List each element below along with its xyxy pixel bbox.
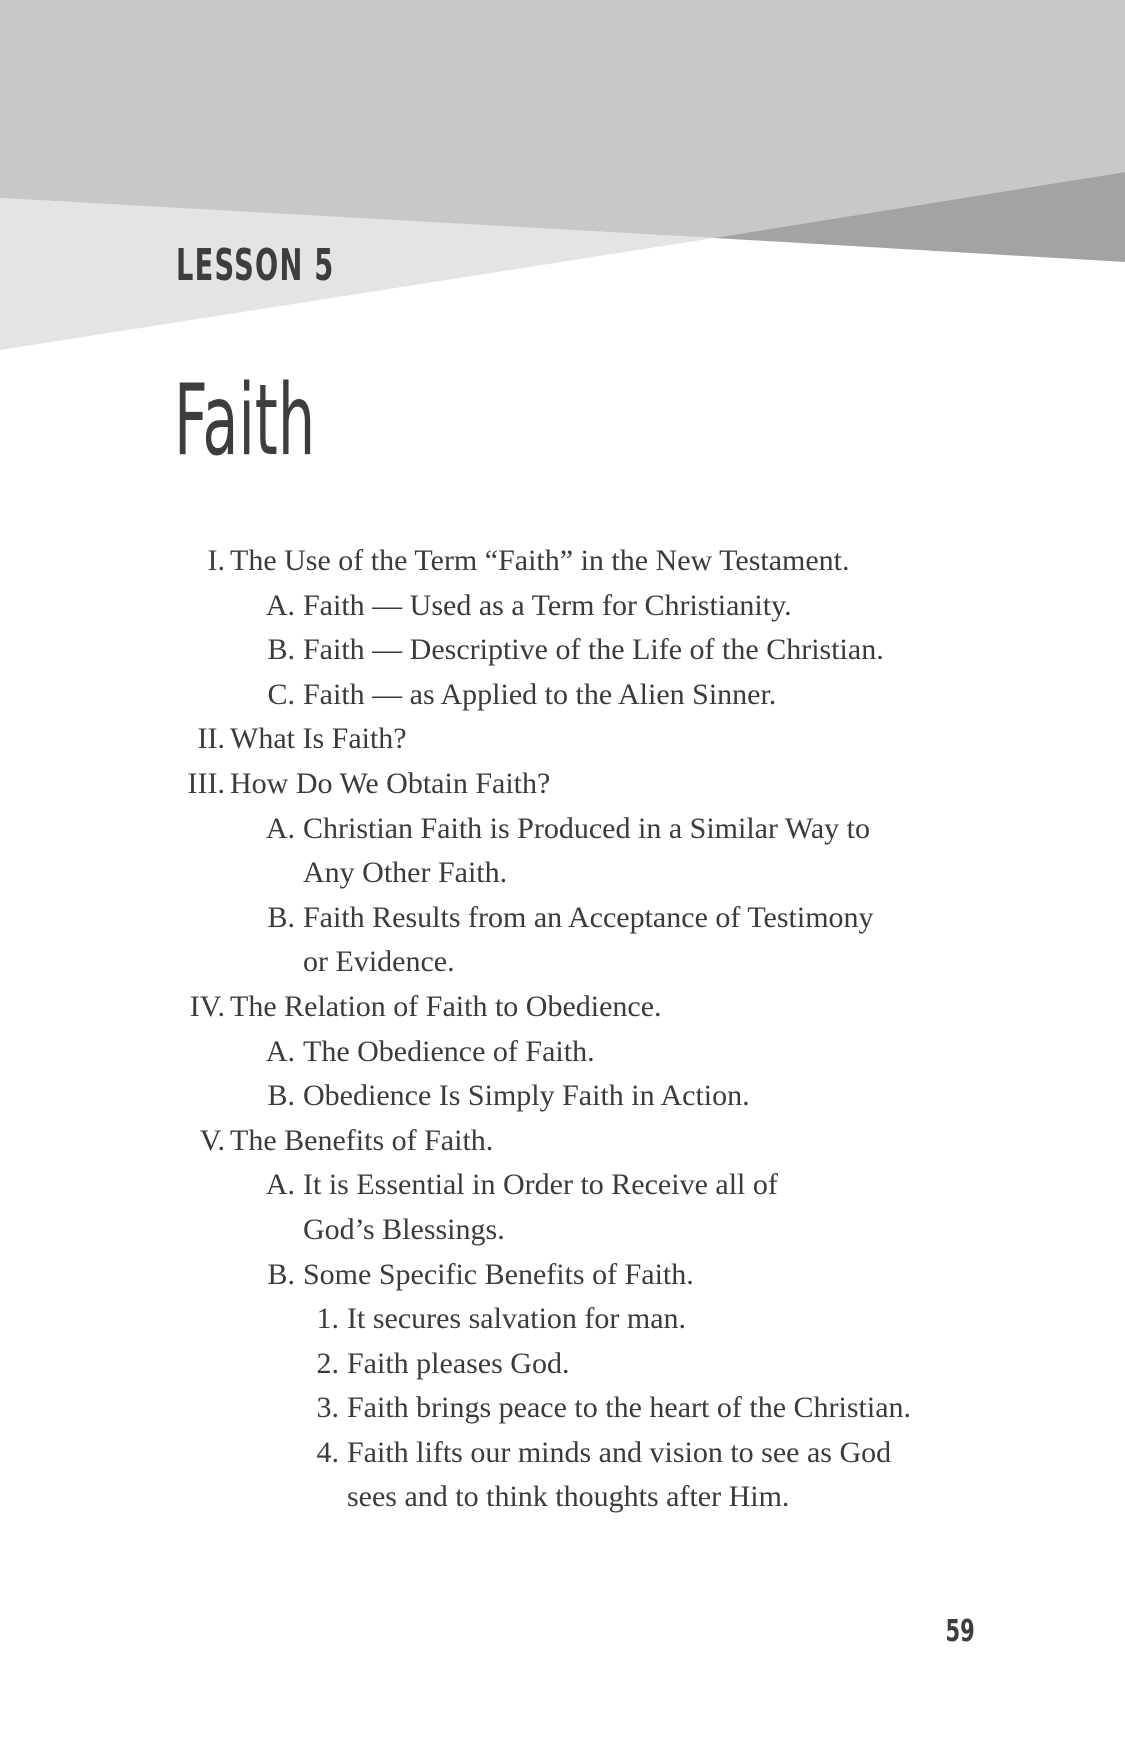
outline-text: Faith — Used as a Term for Christianity. (303, 588, 792, 622)
outline-item-1a (0, 584, 1125, 629)
outline-marker: B. (267, 900, 295, 934)
outline-section-2 (0, 717, 1125, 762)
outline-text: How Do We Obtain Faith? (230, 766, 551, 800)
outline-item-4a (0, 1030, 1125, 1075)
outline-item-5b-4-continued (0, 1475, 1125, 1520)
outline-text-continued: Any Other Faith. (303, 856, 508, 890)
outline-text: Obedience Is Simply Faith in Action. (303, 1079, 750, 1113)
page-title: Faith (174, 364, 316, 478)
outline-marker: 1. (316, 1302, 339, 1336)
outline-marker: IV. (189, 989, 225, 1023)
outline-text-continued: or Evidence. (303, 945, 455, 979)
outline-text: It secures salvation for man. (347, 1302, 687, 1336)
outline-text: Faith — Descriptive of the Life of the Christian. (303, 633, 884, 667)
outline-item-3b-continued (0, 940, 1125, 985)
outline-marker: 2. (316, 1346, 339, 1380)
outline-item-5b-2 (0, 1342, 1125, 1387)
outline-item-3a-continued (0, 851, 1125, 896)
outline-text: Faith — as Applied to the Alien Sinner. (303, 677, 777, 711)
outline-item-3b (0, 896, 1125, 941)
outline-section-4 (0, 985, 1125, 1030)
outline-marker: A. (265, 1168, 295, 1202)
outline-text-continued: sees and to think thoughts after Him. (347, 1480, 790, 1514)
outline-text-continued: God’s Blessings. (303, 1212, 505, 1246)
outline-marker: B. (267, 633, 295, 667)
outline-text: It is Essential in Order to Receive all of (303, 1168, 778, 1202)
outline-text: The Benefits of Faith. (230, 1123, 494, 1157)
header-banner (0, 0, 1125, 360)
outline-marker: B. (267, 1079, 295, 1113)
outline-marker: C. (267, 677, 295, 711)
lesson-outline (0, 539, 1125, 1520)
outline-item-1b (0, 628, 1125, 673)
outline-marker: III. (187, 766, 225, 800)
outline-marker: 3. (316, 1391, 339, 1425)
outline-marker: B. (267, 1257, 295, 1291)
outline-item-4b (0, 1074, 1125, 1119)
outline-text: Faith brings peace to the heart of the Christian. (347, 1391, 912, 1425)
outline-text: Faith pleases God. (347, 1346, 570, 1380)
outline-item-1c (0, 673, 1125, 718)
outline-text: Some Specific Benefits of Faith. (303, 1257, 694, 1291)
outline-text: Christian Faith is Produced in a Similar Way to (303, 811, 870, 845)
outline-text: The Obedience of Faith. (303, 1034, 595, 1068)
outline-item-5a-continued (0, 1208, 1125, 1253)
outline-text: Faith lifts our minds and vision to see as God (347, 1435, 892, 1469)
outline-marker: I. (207, 544, 225, 577)
outline-text: What Is Faith? (230, 722, 407, 756)
outline-item-3a (0, 807, 1125, 852)
outline-marker: V. (199, 1123, 225, 1157)
outline-item-5a (0, 1163, 1125, 1208)
outline-item-5b-3 (0, 1386, 1125, 1431)
page-number: 59 (945, 1614, 975, 1649)
lesson-label: LESSON 5 (176, 240, 335, 291)
outline-marker: A. (265, 588, 295, 622)
outline-marker: II. (197, 722, 225, 756)
outline-section-1 (0, 539, 1125, 584)
outline-text: The Relation of Faith to Obedience. (230, 989, 662, 1023)
outline-item-5b-4 (0, 1431, 1125, 1476)
outline-item-5b-1 (0, 1297, 1125, 1342)
outline-marker: A. (265, 1034, 295, 1068)
outline-text: The Use of the Term “Faith” in the New Testament. (230, 544, 850, 577)
outline-marker: A. (265, 811, 295, 845)
outline-section-3 (0, 762, 1125, 807)
outline-marker: 4. (316, 1435, 339, 1469)
outline-text: Faith Results from an Acceptance of Testimony (303, 900, 874, 934)
outline-section-5 (0, 1119, 1125, 1164)
outline-item-5b (0, 1253, 1125, 1298)
